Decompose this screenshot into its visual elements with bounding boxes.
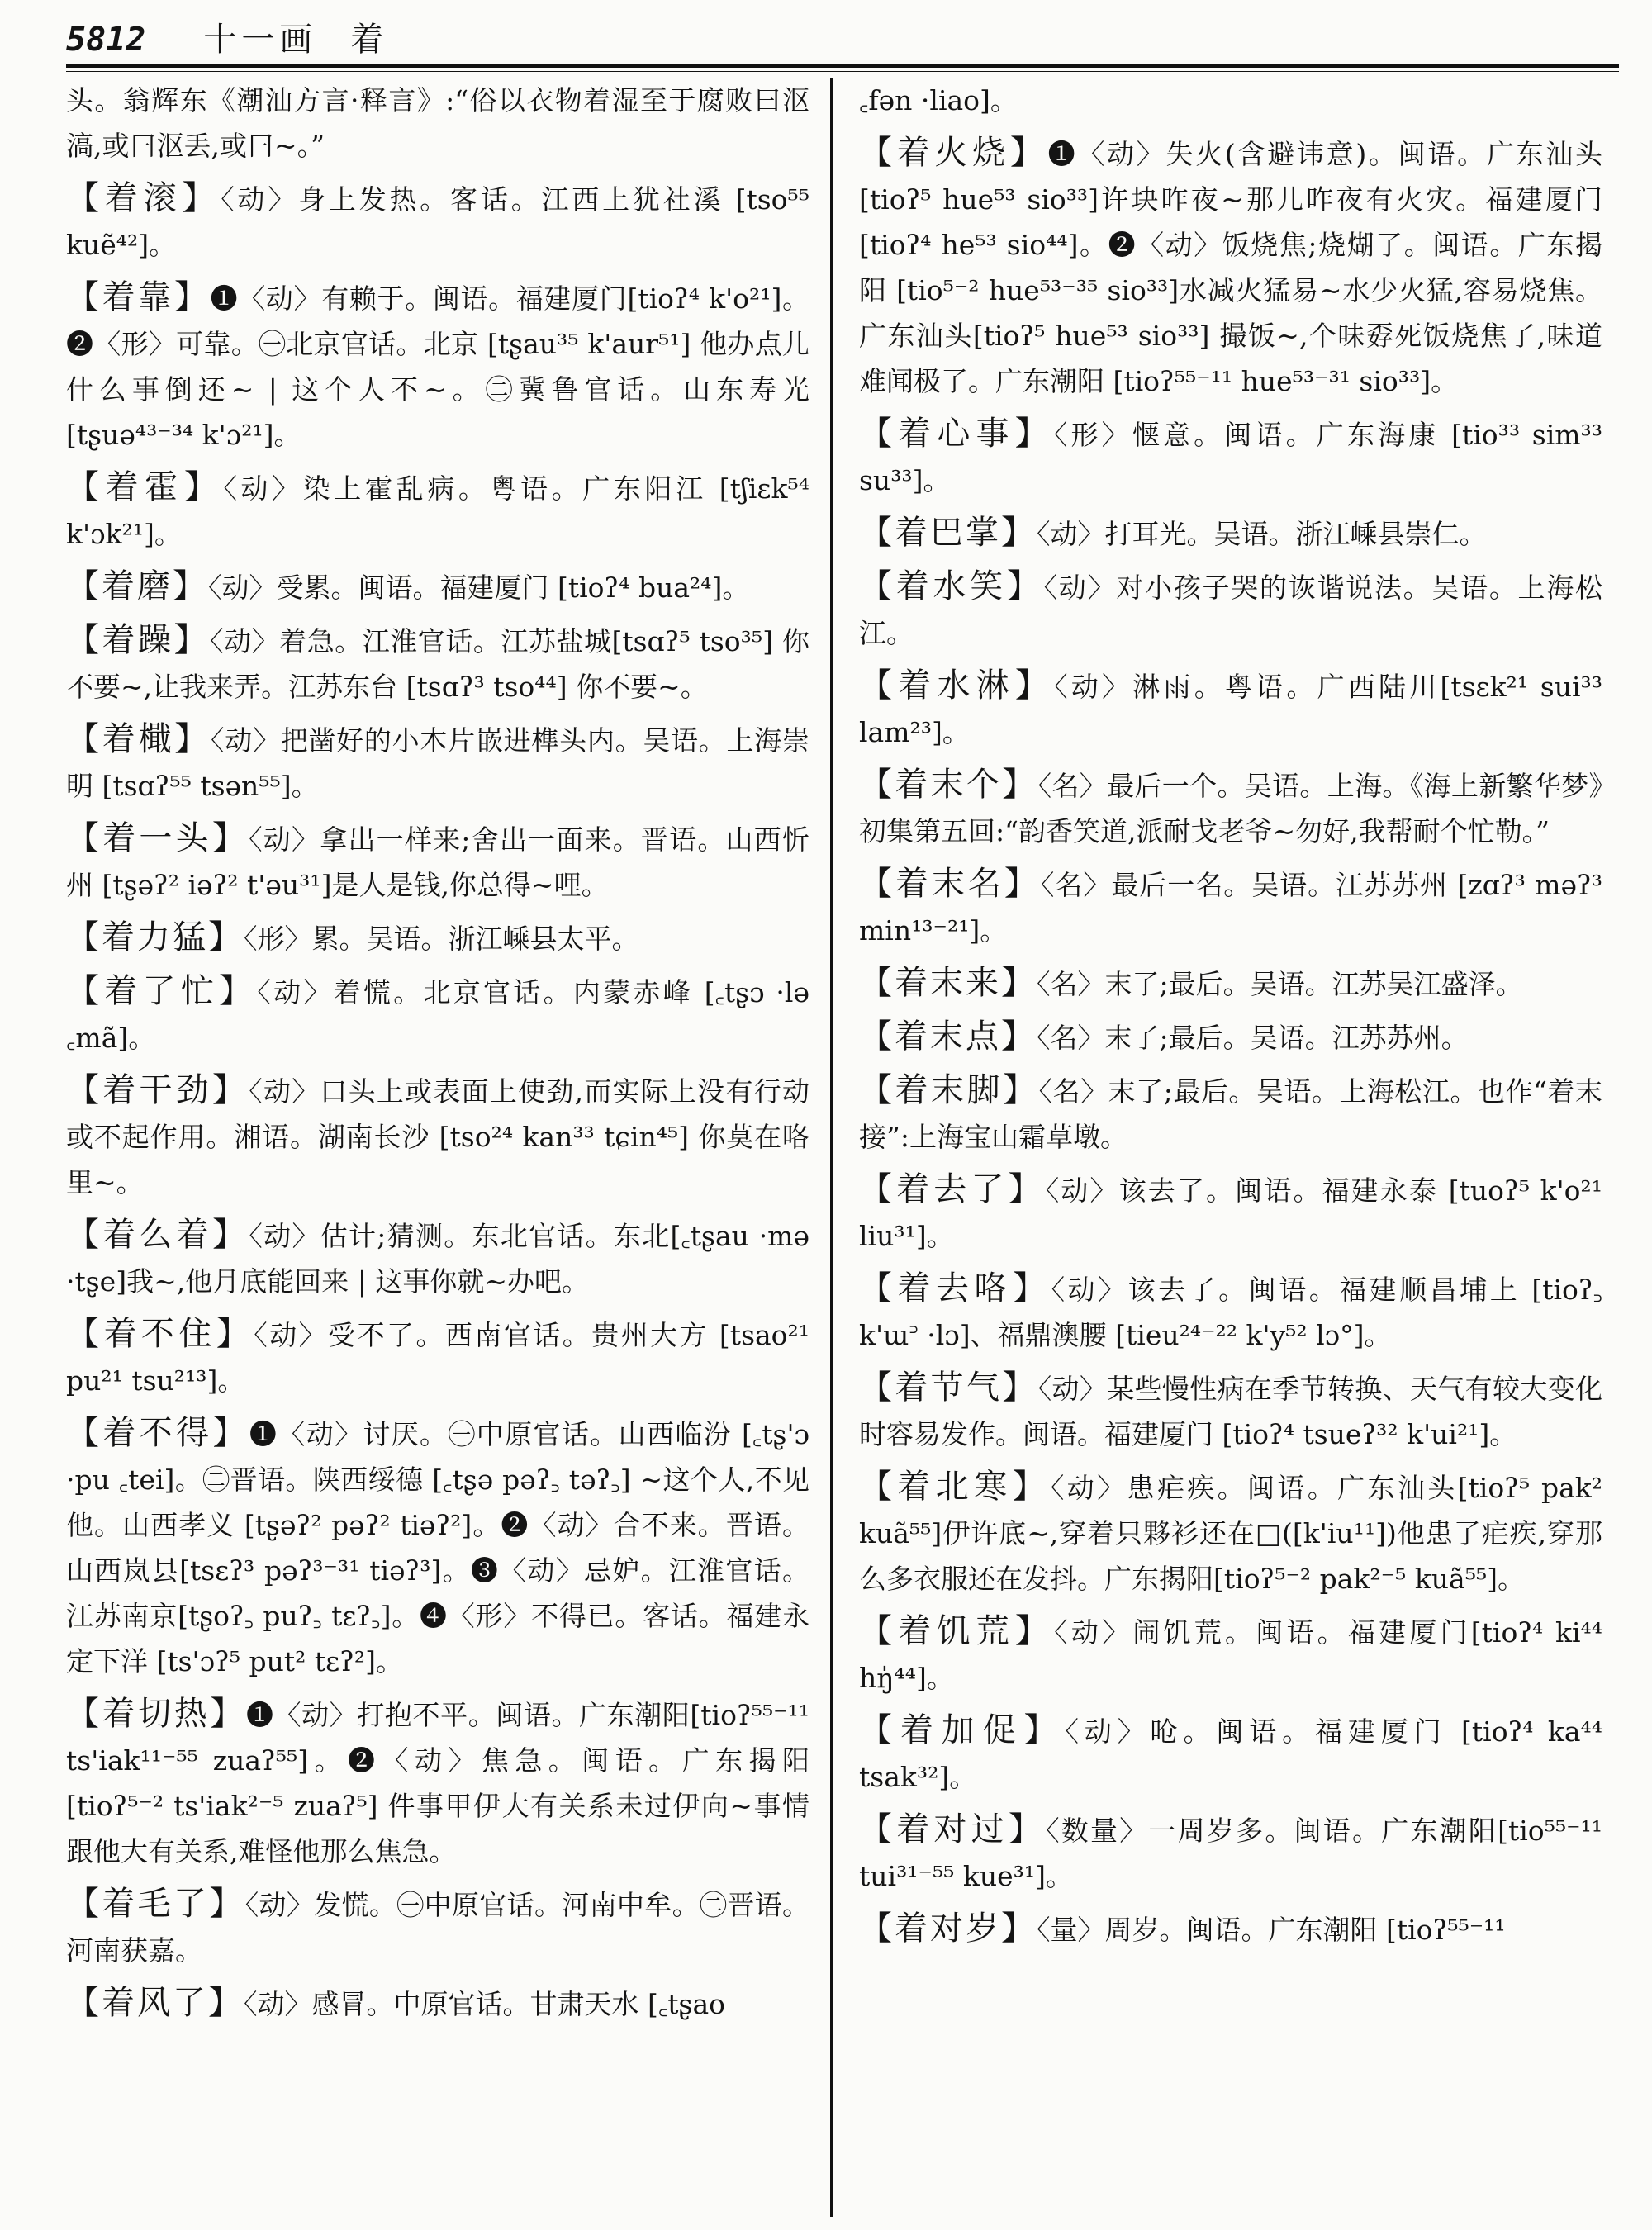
entry-definition: 〈动〉感冒。中原官话。甘肃天水 [꜀tʂao — [244, 1988, 726, 2020]
dictionary-entry — [66, 275, 809, 458]
entry-headword: 【着加促】 — [859, 1711, 1066, 1749]
entry-definition: 〈动〉某些慢性病在季节转换、天气有较大变化时容易发作。闽语。福建厦门 [tioʔ⁴ tsueʔ³² k'ui²¹]。 — [859, 1373, 1602, 1450]
entry-definition: 〈动〉患疟疾。闽语。广东汕头[tioʔ⁵ pak² kuã⁵⁵]伊许底~,穿着只夥衫还在□([k'iu¹¹])他患了疟疾,穿那么多衣服还在发抖。广东揭阳[tioʔ⁵⁻² pak²⁻⁵ kuã⁵⁵]。 — [859, 1472, 1602, 1595]
entry-headword: 【着霍】 — [66, 468, 224, 506]
dictionary-entry — [66, 1068, 809, 1205]
entry-definition: 〈动〉受不了。西南官话。贵州大方 [tsao²¹ pu²¹ tsu²¹³]。 — [66, 1319, 809, 1397]
entry-definition: ❶〈动〉讨厌。㊀中原官话。山西临汾 [꜀tʂ'ɔ ·pu ꜀tei]。㊁晋语。陕西绥德 [꜀tʂə pəʔ꜆ təʔ꜆] ~这个人,不见他。山西孝义 [tʂəʔ² pəʔ² tiəʔ²]。❷〈动〉合不来。晋语。山西岚县[tsɛʔ³ pəʔ³⁻³¹ tiəʔ³]。❸〈动〉忌妒。江淮官话。江苏南京[tʂoʔ꜆ puʔ꜆ tɛʔ꜆]。❹〈形〉不得已。客话。福建永定下洋 [ts'ɔʔ⁵ put² tɛʔ²]。 — [66, 1418, 809, 1677]
dictionary-entry — [66, 618, 809, 709]
entry-definition: 〈数量〉一周岁多。闽语。广东潮阳[tio⁵⁵⁻¹¹ tui³¹⁻⁵⁵ kue³¹]。 — [859, 1815, 1602, 1892]
entry-headword: 【着水笑】 — [859, 567, 1044, 605]
entry-definition: 〈动〉染上霍乱病。粤语。广东阳江 [tʃiɛk⁵⁴ k'ɔk²¹]。 — [66, 472, 809, 550]
entry-headword: 【着了忙】 — [66, 972, 258, 1010]
dictionary-entry — [859, 411, 1602, 503]
entry-headword: 【着去了】 — [859, 1170, 1046, 1208]
dictionary-entry — [859, 1365, 1602, 1457]
dictionary-entry — [66, 717, 809, 809]
dictionary-entry — [859, 961, 1602, 1007]
dictionary-entry — [859, 1068, 1602, 1160]
entry-definition: 〈动〉着慌。北京官话。内蒙赤峰 [꜀tʂɔ ·lə ꜀mã]。 — [66, 976, 809, 1054]
entry-definition: 〈名〉最后一名。吴语。江苏苏州 [zɑʔ³ məʔ³ min¹³⁻²¹]。 — [859, 869, 1602, 947]
dictionary-entry — [859, 663, 1602, 755]
dictionary-entry — [859, 1609, 1602, 1701]
dictionary-entry — [66, 1212, 809, 1304]
entry-headword: 【着切热】 — [66, 1695, 246, 1733]
entry-headword: 【着北寒】 — [859, 1468, 1051, 1506]
dictionary-entry — [66, 1312, 809, 1403]
dictionary-entry — [66, 176, 809, 268]
entry-headword: 【着磨】 — [66, 567, 208, 605]
entry-headword: 【着不住】 — [66, 1315, 254, 1353]
dictionary-entry — [66, 915, 809, 961]
entry-headword: 【着末脚】 — [859, 1071, 1039, 1109]
entry-headword: 【着心事】 — [859, 415, 1054, 453]
entry-definition: 〈动〉该去了。闽语。福建顺昌埔上 [tioʔ꜆ k'ɯ꜄ ·lɔ]、福鼎澳腰 [tieu²⁴⁻²² k'y⁵² lɔ°]。 — [859, 1274, 1602, 1351]
entry-definition: 〈动〉口头上或表面上使劲,而实际上没有行动或不起作用。湘语。湖南长沙 [tso²⁴ kan³³ tɕin⁴⁵] 你莫在咯里~。 — [66, 1075, 809, 1198]
entry-definition: 〈动〉该去了。闽语。福建永泰 [tuoʔ⁵ k'o²¹ liu³¹]。 — [859, 1174, 1602, 1252]
header-rule-thin — [66, 71, 1619, 72]
entry-definition: 〈名〉末了;最后。吴语。江苏吴江盛泽。 — [1037, 968, 1523, 1000]
entry-headword: 【着巴掌】 — [859, 514, 1037, 552]
column-divider — [830, 78, 833, 2217]
dictionary-entry — [859, 1014, 1602, 1060]
entry-headword: 【着靠】 — [66, 278, 211, 316]
dictionary-entry — [859, 130, 1602, 404]
entry-definition: ❶〈动〉打抱不平。闽语。广东潮阳[tioʔ⁵⁵⁻¹¹ ts'iak¹¹⁻⁵⁵ zuaʔ⁵⁵]。❷〈动〉焦急。闽语。广东揭阳 [tioʔ⁵⁻² ts'iak²⁻⁵ zuaʔ⁵] 件事甲伊大有关系未过伊向~事情跟他大有关系,难怪他那么焦急。 — [66, 1699, 809, 1867]
entry-headword: 【着饥荒】 — [859, 1612, 1055, 1650]
entry-definition: 〈名〉末了;最后。吴语。江苏苏州。 — [1037, 1022, 1469, 1054]
dictionary-entry — [859, 1906, 1602, 1952]
entry-definition: 〈动〉把凿好的小木片嵌进榫头内。吴语。上海崇明 [tsɑʔ⁵⁵ tsən⁵⁵]。 — [66, 724, 809, 802]
entry-definition: 〈动〉呛。闽语。福建厦门 [tioʔ⁴ ka⁴⁴ tsak³²]。 — [859, 1715, 1602, 1793]
dictionary-entry — [859, 510, 1602, 557]
dictionary-entry — [859, 1807, 1602, 1899]
entry-headword: 【着躁】 — [66, 621, 211, 659]
entry-headword: 【着风了】 — [66, 1984, 244, 2022]
entry-definition: 〈动〉拿出一样来;舍出一面来。晋语。山西忻州 [tʂəʔ² iəʔ² t'əu³¹]是人是钱,你总得~哩。 — [66, 823, 809, 901]
entry-definition: 头。翁辉东《潮汕方言·释言》:“俗以衣物着湿至于腐败曰沤滈,或曰沤丢,或曰~。” — [66, 84, 809, 162]
dictionary-entry — [66, 969, 809, 1060]
dictionary-entry — [66, 1411, 809, 1684]
entry-headword: 【着一头】 — [66, 819, 249, 857]
dictionary-entry — [66, 465, 809, 557]
entry-definition: 〈形〉累。吴语。浙江嵊县太平。 — [244, 923, 639, 955]
dictionary-entry — [66, 1691, 809, 1874]
head-character: 着 — [350, 21, 384, 59]
entry-headword: 【着对过】 — [859, 1810, 1047, 1848]
entry-definition: 〈名〉末了;最后。吴语。上海松江。也作“着末接”:上海宝山霜草墩。 — [859, 1075, 1602, 1153]
entry-headword: 【着末来】 — [859, 964, 1037, 1002]
dictionary-entry — [859, 1708, 1602, 1800]
dictionary-entry — [859, 861, 1602, 953]
entry-headword: 【着末名】 — [859, 865, 1041, 903]
dictionary-entry — [66, 816, 809, 908]
header-rule — [66, 64, 1619, 68]
entry-definition: 〈动〉发慌。㊀中原官话。河南中牟。㊁晋语。河南获嘉。 — [66, 1889, 809, 1967]
page-header — [66, 18, 1619, 61]
dictionary-entry — [66, 564, 809, 610]
dictionary-entry — [859, 762, 1602, 854]
entry-definition: ❶〈动〉失火(含避讳意)。闽语。广东汕头 [tioʔ⁵ hue⁵³ sio³³]许块昨夜~那儿昨夜有火灾。福建厦门 [tioʔ⁴ he⁵³ sio⁴⁴]。❷〈动〉饭烧焦;烧煳了。闽语。广东揭阳 [tio⁵⁻² hue⁵³⁻³⁵ sio³³]水减火猛易~水少火猛,容易烧焦。广东汕头[tioʔ⁵ hue⁵³ sio³³] 撮饭~,个味孬死饭烧焦了,味道难闻极了。广东潮阳 [tioʔ⁵⁵⁻¹¹ hue⁵³⁻³¹ sio³³]。 — [859, 138, 1602, 397]
entry-definition: 〈动〉闹饥荒。闽语。福建厦门[tioʔ⁴ ki⁴⁴ hŋ̍⁴⁴]。 — [859, 1616, 1602, 1694]
entry-headword: 【着节气】 — [859, 1369, 1038, 1407]
entry-headword: 【着檝】 — [66, 720, 211, 758]
entry-definition: 〈量〉周岁。闽语。广东潮阳 [tioʔ⁵⁵⁻¹¹ — [1037, 1914, 1506, 1946]
entry-definition: 〈名〉最后一个。吴语。上海。《海上新繁华梦》初集第五回:“韵香笑道,派耐戈老爷~勿好,我帮耐个忙勒。” — [859, 770, 1602, 847]
entry-definition: 〈动〉着急。江淮官话。江苏盐城[tsɑʔ⁵ tso³⁵] 你不要~,让我来弄。江苏东台 [tsɑʔ³ tso⁴⁴] 你不要~。 — [66, 625, 809, 703]
entry-headword: 【着去咯】 — [859, 1269, 1051, 1307]
entry-definition: ꜀fən ·liao]。 — [859, 84, 1018, 116]
stroke-section: 十一画 — [203, 21, 318, 59]
entry-continuation — [859, 78, 1602, 123]
entry-headword: 【着力猛】 — [66, 918, 244, 956]
entry-headword: 【着不得】 — [66, 1414, 249, 1452]
entry-headword: 【着滚】 — [66, 179, 221, 217]
entry-headword: 【着么着】 — [66, 1216, 249, 1254]
entry-definition: 〈动〉身上发热。客话。江西上犹社溪 [tso⁵⁵ kuẽ⁴²]。 — [66, 183, 809, 261]
dictionary-entry — [859, 564, 1602, 656]
entry-headword: 【着对岁】 — [859, 1910, 1037, 1948]
dictionary-entry — [859, 1266, 1602, 1358]
entry-headword: 【着末点】 — [859, 1018, 1037, 1056]
entry-headword: 【着火烧】 — [859, 134, 1048, 172]
entry-headword: 【着水淋】 — [859, 667, 1055, 705]
entry-definition: 〈动〉淋雨。粤语。广西陆川[tsɛk²¹ sui³³ lam²³]。 — [859, 671, 1602, 748]
entry-definition: ❶〈动〉有赖于。闽语。福建厦门[tioʔ⁴ k'o²¹]。❷〈形〉可靠。㊀北京官话。北京 [tʂau³⁵ k'aur⁵¹] 他办点儿什么事倒还~ | 这个人不~。㊁冀鲁官话。山东寿光 [tʂuə⁴³⁻³⁴ k'ɔ²¹]。 — [66, 282, 809, 451]
entry-continuation — [66, 78, 809, 168]
dictionary-entry — [859, 1464, 1602, 1601]
entry-definition: 〈动〉对小孩子哭的诙谐说法。吴语。上海松江。 — [859, 572, 1602, 649]
entry-definition: 〈动〉受累。闽语。福建厦门 [tioʔ⁴ bua²⁴]。 — [208, 572, 750, 604]
page-number: 5812 — [66, 21, 146, 59]
left-column — [66, 78, 809, 2217]
dictionary-entry — [66, 1981, 809, 2027]
entry-headword: 【着末个】 — [859, 766, 1038, 804]
entry-definition: 〈动〉估计;猜测。东北官话。东北[꜀tʂau ·mə ·tʂe]我~,他月底能回来 | 这事你就~办吧。 — [66, 1220, 809, 1298]
dictionary-entry — [66, 1881, 809, 1973]
entry-headword: 【着毛了】 — [66, 1885, 245, 1923]
entry-definition: 〈动〉打耳光。吴语。浙江嵊县崇仁。 — [1037, 518, 1487, 550]
dictionary-entry — [859, 1167, 1602, 1259]
right-column — [859, 78, 1602, 2217]
entry-headword: 【着干劲】 — [66, 1071, 249, 1109]
entry-definition: 〈形〉惬意。闽语。广东海康 [tio³³ sim³³ su³³]。 — [859, 419, 1602, 496]
